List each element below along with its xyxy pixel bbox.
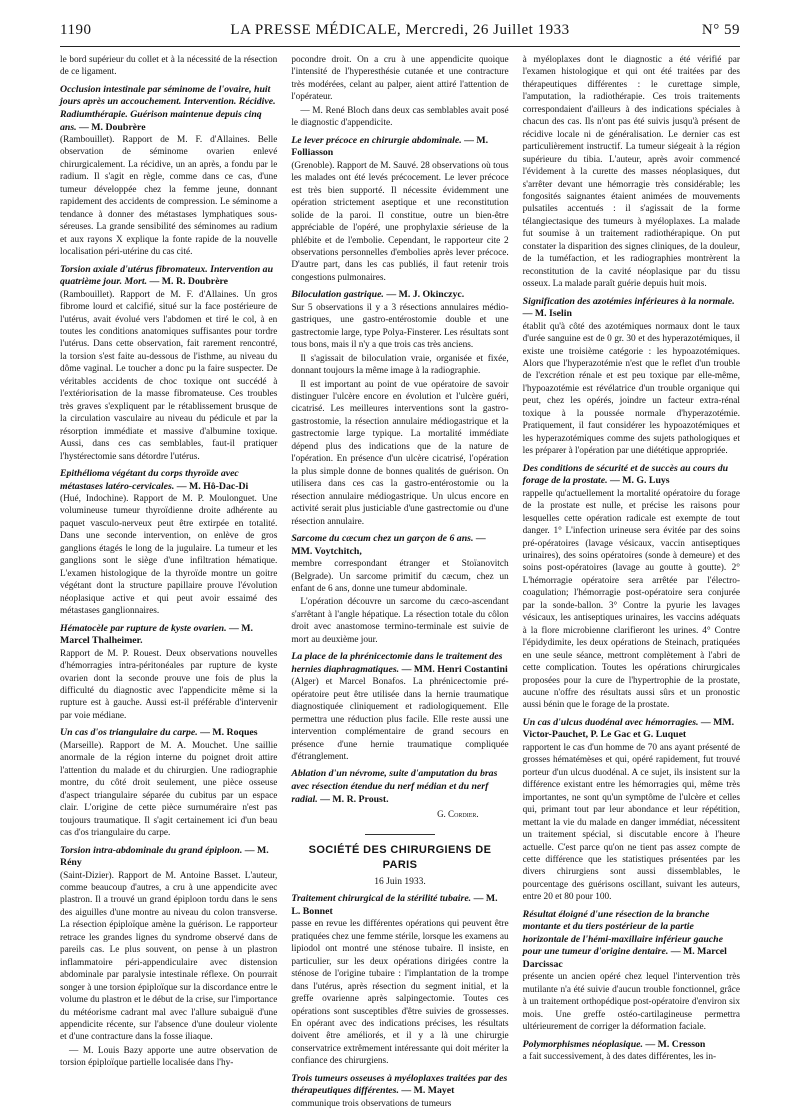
article-title: Sarcome du cæcum chez un garçon de 6 ans. — MM. Voytchitch,	[291, 533, 486, 557]
article	[60, 623, 277, 723]
article-body: (Grenoble). Rapport de M. Sauvé. 28 observations où tous les malades ont été levés précocement. Le lever précoce est très bien supporté. Il nécessite évidemment une opération strictement aseptique et une reconstitution solide de la paroi. Il constitue, outre un bien-être appréciable de l'opéré, une prophylaxie sérieuse de la phlébite et de l'embolie. Cependant, le rapporteur cite 2 observations personnelles d'embolies après lever précoce. D'autre part, dans les cas publiés, il faut retenir trois congestions pulmonaires.	[291, 160, 509, 283]
article-body: rappelle qu'actuellement la mortalité opératoire du forage de la prostate est nulle, et précise les raisons pour lesquelles cette opération radicale est exempte de tout danger. 1° L'infection urineuse sera évitée par des soins pré-opératoires (lavage vésicaux, vaccin antiseptiques urinaires), des soins opératoires (sonde à demeure) et des soins post-opératoires (lavage au goutte à goutte). 2° L'hémorragie opératoire sera arrêtée par l'électro-coagulation; l'hémorragie post-opératoire sera conjurée par la sonde-ballon. 3° Contre la pyurie les lavages vésicaux, les antiseptiques urinaires, les vaccins adéquats à la flore microbienne clarifieront les urines. 4° Contre l'épidydimite, les deux opérations de Steinach, pratiquées en une seule séance, mettront complètement à l'abri de cette complication. Toutes les opérations chirurgicales proposées pour la cure de l'hypertrophie de la prostate, aucune n'offre des résultats aussi sûrs et un pronostic aussi bénin que le forage de la prostate.	[522, 488, 740, 711]
paragraph: à myéloplaxes dont le diagnostic a été vérifié par l'examen histologique et qui ont été traitées par des thérapeutiques différentes : le curettage simple, l'amputation, la radiothérapie. Ces trois traitements correspondaient d'ailleurs à des indications spéciales à chacun des cas. Ils n'ont pas été suivis jusqu'à présent de récidive locale ni de généralisation. Le dernier cas est particulièrement instructif. La tumeur siégeait à la région supérieure du tibia. L'auteur, après avoir commencé l'évidement à la curette des masses néoplasiques, dut s'arrêter devant une hémorragie très considérable; les fongosités saignantes étaient animées de mouvements pulsatiles accentués : il s'agissait de la forme télangiectasique des tumeurs à myéloplaxes. La malade fut soumise à un traitement radiothérapique. On put constater la disparition des signes cliniques, de la douleur, de la tuméfaction, et les radiographies montrèrent la reconstitution de la cavité néoplasique par du tissu osseux. La malade paraît guérie depuis huit mois.	[522, 55, 740, 290]
section-date: 16 Juin 1933.	[374, 876, 426, 887]
article	[291, 533, 508, 646]
article-title: Traitement chirurgical de la stérilité tubaire. — M. L. Bonnet	[291, 893, 498, 917]
paragraph: L'opération découvre un sarcome du cæco-ascendant s'arrêtant à l'angle hépatique. La résection totale du côlon droit avec anastomose termino-terminale est suivie de mort au deuxième jour.	[291, 597, 509, 645]
article-body: a fait successivement, à des dates différentes, les in-	[522, 1052, 717, 1063]
page-header	[60, 22, 740, 42]
paragraph: — M. René Bloch dans deux cas semblables avait posé le diagnostic d'appendicite.	[291, 105, 509, 129]
column-2	[291, 54, 509, 1109]
article-body: Sur 5 observations il y a 3 résections annulaires médio-gastriques, une gastro-entérostomie double et une gastrectomie large, type Polya-Finsterer. Les résultats sont tous bons, mais il n'y a que trois cas très anciens.	[291, 302, 509, 351]
article	[523, 909, 740, 1034]
article	[60, 84, 277, 259]
article-body: (Marseille). Rapport de M. A. Mouchet. Une saillie anormale de la région interne du poignet droit attire l'attention du malade et du chirurgien. Une radiographie montre, du côté droit seulement, une pièce osseuse d'aspect triangulaire séparée du cubitus par un espace clair. L'origine de cette pièce surnuméraire n'est pas toujours traumatique. Il s'agit certainement ici d'un beau cas d'os triangulaire du carpe.	[60, 740, 278, 839]
article-body: (Saint-Dizier). Rapport de M. Antoine Basset. L'auteur, comme beaucoup d'autres, a cru à une appendicite avec plastron. Il a trouvé un grand épiploon tordu dans le sens des aiguilles d'une montre au niveau du colon transverse. La résection épiploïque amène la guérison. Le rapporteur retrace les grandes lignes du syndrome observé dans de pareils cas. Le plus souvent, on pense à un plastron inflammatoire péri-appendiculaire avec distension abdominale par paralysie intestinale réflexe. On pourrait songer à une torsion épiploïque sur la discordance entre le volume du plastron et le début de la crise, sur l'importance du météorisme cadrant mal avec l'allure subaiguë d'une appendicite récente, sur l'absence d'une douleur violente et d'une contracture dans la fosse iliaque.	[60, 870, 278, 1043]
article-title: Polymorphismes néoplasique. — M. Cresson	[522, 1038, 706, 1050]
paragraph: — M. Louis Bazy apporte une autre observation de torsion épiploïque partielle localisée dans l'hy-	[60, 1045, 278, 1069]
page-number: 1190	[60, 22, 92, 38]
article-title: Un cas d'os triangulaire du carpe. — M. Roques	[60, 727, 258, 739]
paragraph: Il s'agissait de biloculation vraie, organisée et fixée, donnant toujours la même image à la radiographie.	[291, 353, 509, 377]
article	[291, 893, 508, 1068]
article-title: Trois tumeurs osseuses à myéloplaxes traitées par des thérapeutiques différentes. — M. Mayet	[291, 1072, 508, 1097]
article	[291, 1073, 508, 1110]
article-title: Ablation d'un névrome, suite d'amputation du bras avec résection étendue du nerf médian et du nerf radial. — M. R. Proust.	[291, 768, 498, 805]
journal-title: LA PRESSE MÉDICALE, Mercredi, 26 Juillet 1933	[230, 22, 570, 38]
article	[60, 845, 277, 1070]
article	[60, 264, 277, 463]
article-title: Résultat éloigné d'une résection de la branche montante et du tiers postérieur de la partie horizontale de l'hémi-maxillaire inférieur gauche pour une tumeur d'origine dentaire. — M. Marcel Darcissac	[522, 908, 727, 970]
article-title: Signification des azotémies inférieures à la normale. — M. Iselin	[522, 295, 735, 320]
article-title: Des conditions de sécurité et de succès au cours du forage de la prostate. — M. G. Luys	[522, 462, 729, 487]
article	[291, 135, 508, 285]
article	[291, 651, 508, 763]
paragraph: pocondre droit. On a cru à une appendicite quoique l'intensité de l'hyperesthésie cutanée et une contracture très modérées, celant au palper, aient attiré l'attention de l'opérateur.	[291, 55, 509, 103]
paragraph: Il est important au point de vue opératoire de savoir distinguer l'ulcère encore en évolution et l'ulcère guéri, cicatrisé. Les meilleures interventions sont la gastro-gastrostomie, la résection annulaire médiogastrique et la gastrectomie large typique. La mortalité immédiate dépend plus des indications que de la nature de l'opération. En présence d'un ulcère cicatrisé, l'opération la plus simple donne de bonnes qualités de guérison. On utilisera dans ces cas la gastro-entérostomie ou la résection annulaire médiogastrique. Un ulcus encore en activité serait plus justiciable d'une gastrectomie ou d'une résection annulaire.	[291, 379, 509, 527]
article-body: (Rambouillet). Rapport de M. F. d'Allaines. Un gros fibrome lourd et calcifié, situé sur la face postérieure de l'utérus, avait évolué vers l'abdomen et tiré le col, à en toutes les conditions anatomiques suffisantes pour tordre l'utérus. Dans cette observation, fait rarement rencontré, la torsion s'est faite au-dessous de l'isthme, au niveau du dôme vaginal. Le toucher a donc pu la faire suspecter. De véritables accidents de choc toxique ont succédé à l'extériorisation de la masse fibromateuse. Ces troubles très graves s'expliquent par le rétablissement brusque de la circulation vasculaire au niveau du pédicule et par la résorption immédiate et massive d'albumine toxique. Aussi, dans ces cas semblables, faut-il pratiquer l'hystérectomie sans détordre l'utérus.	[60, 289, 278, 462]
article	[60, 727, 277, 839]
article	[523, 1039, 740, 1064]
article-columns	[60, 54, 740, 1109]
article-title: Hématocèle par rupture de kyste ovarien. — M. Marcel Thalheimer.	[60, 622, 253, 647]
article	[523, 296, 740, 458]
article-body: établit qu'à côté des azotémiques normaux dont le taux d'urée sanguine est de 0 gr. 30 et des hyperazotémiques, il existe une troisième catégorie : les hypoazotémiques. Alors que l'hyperazotémie n'est que le reflet d'un trouble de l'excrétion rénale et est peu toxique par elle-même, l'hypoazotémie est révélatrice d'un trouble organique qui peut, chez les opérés, joindre un facteur extra-rénal toxique à la poussée normale d'hyperazotémie. Pratiquement, il faut considérer les hypoazotémiques et les hyperazotémiques comme des sujets pathologiques et les préparer à l'opération par une diététique appropriée.	[522, 321, 740, 457]
article-title: Torsion intra-abdominale du grand épiploon. — M. Rény	[60, 844, 269, 869]
section-divider	[365, 834, 435, 835]
article-title: Un cas d'ulcus duodénal avec hémorragies. — MM. Victor-Pauchet, P. Le Gac et G. Luquet	[522, 716, 735, 741]
article-body: (Hué, Indochine). Rapport de M. P. Moulonguet. Une volumineuse tumeur thyroïdienne droite adhérente au paquet vasculo-nerveux peut être extirpée en totalité. Dans une seconde intervention, on enlève de gros ganglions étagés le long de la jugulaire. La tumeur et les ganglions sont le siège d'une infiltration hématique. L'examen histologique de la thyroïde montre un goitre végétant dont la structure papillaire prouve l'évolution néoplasique active et qui peut avoir essaimé des métastases ganglionnaires.	[60, 494, 278, 617]
article	[60, 468, 277, 618]
article	[523, 463, 740, 712]
header-rule	[60, 46, 740, 47]
column-1	[60, 54, 277, 1074]
paragraph: le bord supérieur du collet et à la nécessité de la résection de ce ligament.	[60, 55, 278, 78]
article-body: (Rambouillet). Rapport de M. F. d'Allaines. Belle observation de séminome ovarien enlevé chirurgicalement. La récidive, un an après, a fondu par le radium. Il s'agit en règle, comme dans ce cas, d'une tumeur développée chez la femme jeune, donnant rapidement des accidents de compression. Le séminome a tendance à donner des métastases lymphatiques sous-séreuses. La grande sensibilité des séminomes au radium et aux rayons X explique la fonte rapide de la nouvelle localisation péri-utérine du cas cité.	[60, 135, 278, 258]
article-body: présente un ancien opéré chez lequel l'intervention très mutilante n'a été suivie d'aucun trouble fonctionnel, grâce à un traitement orthopédique post-opératoire d'environ six mois. Une greffe ostéo-cartilagineuse permettra ultérieurement de corriger la déformation faciale.	[522, 972, 740, 1033]
signature: G. Cordier.	[437, 809, 479, 820]
article-title: Occlusion intestinale par séminome de l'ovaire, huit jours après un accouchement. Intervention. Récidive. Radiumthérapie. Guérison maintenue depuis cinq ans. — M. Doubrère	[60, 83, 276, 133]
article-title: Le lever précoce en chirurgie abdominale. — M. Folliasson	[291, 134, 489, 159]
article-title: Torsion axiale d'utérus fibromateux. Intervention au quatrième jour. Mort. — M. R. Doubrère	[60, 263, 274, 288]
article	[291, 768, 508, 806]
article-title: La place de la phrénicectomie dans le traitement des hernies diaphragmatiques. — MM. Henri Costantini	[291, 651, 508, 675]
article-body: (Alger) et Marcel Bonafos. La phrénicectomie pré-opératoire peut être utilisée dans la hernie traumatique diagnostiquée cliniquement et radiologiquement. Elle permettra une réduction plus facile. Elle reste aussi une intervention complémentaire de grand secours en présence d'une hernie traumatique compliquée d'étranglement.	[291, 677, 509, 763]
section-title: SOCIÉTÉ DES CHIRURGIENS DE PARIS	[308, 844, 492, 871]
article-body: rapportent le cas d'un homme de 70 ans ayant présenté de grosses hématémèses et qui, opéré rapidement, fut trouvé porteur d'un ulcus duodénal. A ce sujet, ils insistent sur la différence existant entre les hémorragies qui, même très importantes, ne sont qu'un symptôme de l'ulcère et celles qui, primant tout par leur abondance et leur répétition, mettant la vie du malade en danger immédiat, nécessitent un traitement spécial, si discutable encore à l'heure actuelle. C'est parce qu'on ne tient pas assez compte de cette différence que les statistiques présentées par les divers chirurgiens sont aussi dissemblables, le pourcentage des guérisons oscillant, suivant les auteurs, entre 20 et 80 pour 100.	[522, 742, 740, 903]
article-body: membre correspondant étranger et Stoïanovitch (Belgrade). Un sarcome primitif du cæcum, chez un enfant de 6 ans, donne une tumeur abdominale.	[291, 559, 509, 594]
article-body: passe en revue les différentes opérations qui peuvent être pratiquées chez une femme stérile, lorsque les examens au lipiodol ont montré une sténose tubaire. Il insiste, en particulier, sur les deux opérations dirigées contre la sténose de l'origine tubaire : l'implantation de la trompe dans l'utérus, après résection du segment initial, et la greffe ovarienne après salpingectomie. Toutes ces opérations sont susceptibles d'être suivies de grossesses. En opérant avec des indications précises, les résultats doivent être améliorés, et il y a là une chirurgie conservatrice extrêmement intéressante qui doit mériter la confiance des chirurgiens.	[291, 919, 509, 1067]
issue-number: N° 59	[701, 22, 740, 38]
article	[291, 289, 508, 528]
column-3	[523, 54, 740, 1074]
article-body: Rapport de M. P. Rouest. Deux observations nouvelles d'hémorragies intra-péritonéales par rupture de kyste ovarien dont la seconde prouve une fois de plus la difficulté du diagnostic avec l'appendicite même si la rupture est à gauche. Aussi est-il préférable d'intervenir par voie médiane.	[60, 648, 278, 721]
article-body: communique trois observations de tumeurs	[291, 1098, 452, 1109]
article-title: Epithélioma végétant du corps thyroïde avec métastases latéro-cervicales. — M. Hô-Dac-Di	[60, 467, 249, 492]
article-title: Biloculation gastrique. — M. J. Okinczyc.	[291, 289, 465, 301]
article	[523, 717, 740, 904]
